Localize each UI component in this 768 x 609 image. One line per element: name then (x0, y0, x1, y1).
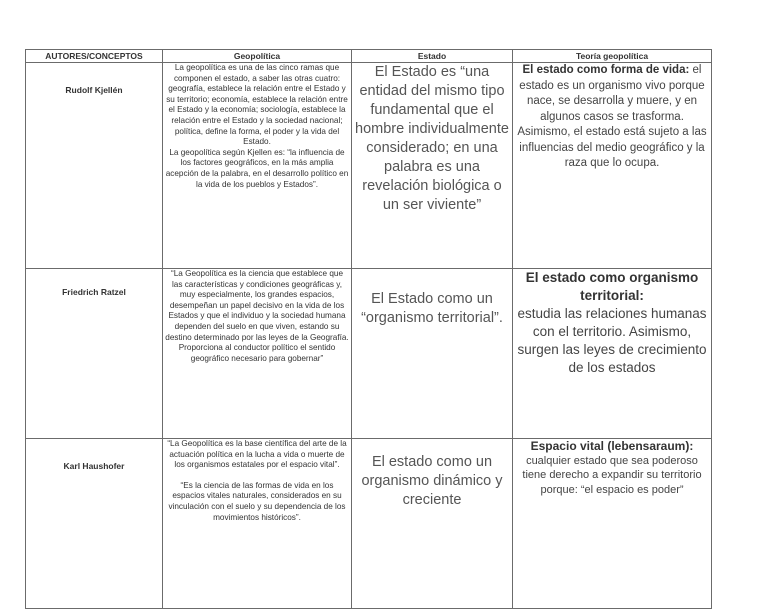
author-cell: Rudolf Kjellén (26, 63, 163, 269)
teoria-text: estudia las relaciones humanas con el territorio. Asimismo, surgen las leyes de crecimiento de los estados (517, 306, 707, 375)
teoria-cell (513, 269, 712, 439)
teoria-cell (513, 63, 712, 269)
teoria-title: Espacio vital (lebensaraum): (530, 439, 694, 453)
table-row (26, 269, 712, 439)
author-cell: Friedrich Ratzel (26, 269, 163, 439)
table-row (26, 63, 712, 269)
geopolitica-paragraph: “La Geopolítica es la base científica del arte de la actuación política en la lucha a vida o muerte de los organismos estatales por el espacio vital”. (167, 439, 347, 470)
teoria-cell (513, 439, 712, 609)
geopolitica-cell (163, 269, 352, 439)
geopolitica-paragraph: “La Geopolítica es la ciencia que establece que las características y condiciones geográficas y, muy especialmente, los grandes espacios, desempeñan un papel decisivo en la vida de los Estados y que el individuo y la sociedad humana dependen del suelo en que viven, estando su destino determinado por las leyes de la Geografía. Proporciona al conductor político el sentido geográfico necesario para gobernar” (165, 269, 349, 363)
teoria-text: el estado es un organismo vivo porque nace, se desarrolla y muere, y en algunos casos se trasforma. Asimismo, el estado está sujeto a las influencias del medio geográfico y la raza que lo ocupa. (517, 64, 707, 169)
header-teoria: Teoría geopolítica (513, 50, 712, 63)
geopolitica-paragraph: La geopolítica según Kjellen es: “la influencia de los factores geográficos, en la más amplia acepción de la palabra, en el desarrollo político en la vida de los pueblos y Estados”. (165, 147, 349, 189)
table-row (26, 439, 712, 609)
header-autores: AUTORES/CONCEPTOS (26, 50, 163, 63)
estado-cell: El estado como un organismo dinámico y creciente (352, 439, 513, 609)
concepts-table (25, 49, 712, 609)
geopolitica-cell (163, 439, 352, 609)
estado-cell: El Estado como un “organismo territorial”. (352, 269, 513, 439)
header-estado: Estado (352, 50, 513, 63)
estado-cell: El Estado es “una entidad del mismo tipo fundamental que el hombre individualmente considerado; en una palabra es una revelación biológica o un ser viviente” (352, 63, 513, 269)
geopolitica-cell (163, 63, 352, 269)
geopolitica-paragraph: La geopolítica es una de las cinco ramas que componen el estado, a saber las otras cuatro: geografía, establece la relación entre el Estado y su territorio; economía, establece la relación entre el Estado y la economía; sociología, establece la relación entre el Estado y la sociedad nacional; política, define la forma, el poder y la vida del Estado. (166, 63, 348, 147)
author-cell: Karl Haushofer (26, 439, 163, 609)
header-row (26, 50, 712, 63)
teoria-title: El estado como forma de vida: (522, 64, 690, 76)
teoria-title: El estado como organismo territorial: (525, 270, 699, 303)
teoria-text: cualquier estado que sea poderoso tiene derecho a expandir su territorio porque: “el espacio es poder” (522, 454, 702, 496)
header-geopolitica: Geopolítica (163, 50, 352, 63)
geopolitica-paragraph: “Es la ciencia de las formas de vida en los espacios vitales naturales, considerados en su vinculación con el suelo y su dependencia de los movimientos históricos”. (168, 480, 346, 522)
